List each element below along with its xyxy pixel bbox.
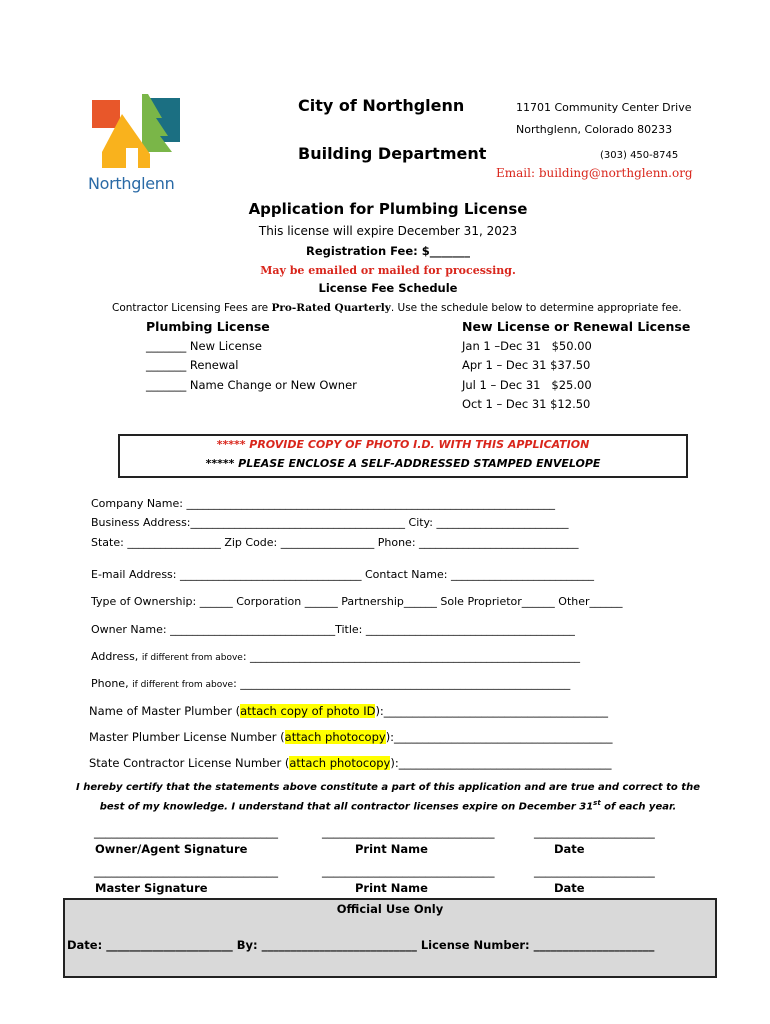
renewal-header: New License or Renewal License bbox=[462, 319, 691, 334]
owner-name-field[interactable]: Owner Name: ______________________________Title: ______________________________________ bbox=[91, 623, 575, 636]
plumbing-option-name-change[interactable]: _______ Name Change or New Owner bbox=[146, 378, 357, 392]
master-plumber-line: ):_______________________________________ bbox=[375, 704, 609, 718]
fee-row: Apr 1 – Dec 31 $37.50 bbox=[462, 358, 591, 372]
alt-phone-line: : ____________________________________________________________ bbox=[233, 677, 571, 690]
certification-text-end: of each year. bbox=[600, 801, 677, 813]
state-license-field[interactable] bbox=[89, 756, 611, 770]
application-title: Application for Plumbing License bbox=[248, 200, 528, 218]
master-print-label: Print Name bbox=[355, 881, 428, 895]
department-title: Building Department bbox=[298, 144, 487, 163]
state-license-line: ):_____________________________________ bbox=[390, 756, 612, 770]
owner-signature-line[interactable]: ________________________________ bbox=[94, 825, 278, 839]
registration-fee: Registration Fee: $_______ bbox=[306, 244, 470, 258]
northglenn-logo bbox=[88, 92, 184, 196]
business-address-field[interactable]: Business Address:_______________________________________ City: ________________________ bbox=[91, 516, 569, 529]
master-license-highlight: attach photocopy bbox=[284, 730, 386, 744]
certification-line-1: I hereby certify that the statements above constitute a part of this application and are true and correct to the bbox=[76, 782, 700, 793]
master-signature-line[interactable]: ________________________________ bbox=[94, 864, 278, 878]
fee-row: Jan 1 –Dec 31 $50.00 bbox=[462, 339, 592, 353]
state-zip-phone-field[interactable]: State: _________________ Zip Code: _________________ Phone: _____________________________ bbox=[91, 536, 579, 549]
certification-line-2 bbox=[0, 799, 770, 812]
owner-print-line[interactable]: ______________________________ bbox=[322, 825, 495, 839]
phone-number: (303) 450-8745 bbox=[600, 150, 679, 161]
email-mail-note: May be emailed or mailed for processing. bbox=[260, 264, 516, 277]
address-line-2: Northglenn, Colorado 80233 bbox=[516, 123, 673, 136]
master-license-line: ):______________________________________ bbox=[385, 730, 613, 744]
notice-envelope: ***** PLEASE ENCLOSE A SELF-ADDRESSED STAMPED ENVELOPE bbox=[205, 457, 601, 470]
alt-address-field[interactable] bbox=[91, 650, 580, 663]
fees-note bbox=[112, 302, 682, 314]
alt-phone-qualifier: if different from above bbox=[132, 680, 234, 690]
master-plumber-highlight: attach copy of photo ID bbox=[240, 704, 376, 718]
master-date-line[interactable]: _____________________ bbox=[534, 864, 655, 878]
alt-phone-field[interactable] bbox=[91, 677, 570, 690]
company-name-field[interactable]: Company Name: ___________________________________________________________________ bbox=[91, 497, 555, 510]
certification-text: best of my knowledge. I understand that all contractor licenses expire on December 31 bbox=[99, 801, 594, 813]
owner-date-line[interactable]: _____________________ bbox=[534, 825, 655, 839]
master-license-field[interactable] bbox=[89, 730, 613, 744]
official-use-row[interactable]: Date: ______________________ By: ___________________________ License Number: _____________________ bbox=[67, 938, 655, 952]
owner-signature-label: Owner/Agent Signature bbox=[95, 842, 248, 856]
alt-address-qualifier: if different from above bbox=[141, 653, 243, 663]
logo-text: Northglenn bbox=[88, 174, 175, 193]
state-license-highlight: attach photocopy bbox=[289, 756, 391, 770]
fee-row: Jul 1 – Dec 31 $25.00 bbox=[462, 378, 592, 392]
email-contact-field[interactable]: E-mail Address: _________________________________ Contact Name: __________________________ bbox=[91, 568, 594, 581]
notice-photo-id: ***** PROVIDE COPY OF PHOTO I.D. WITH THIS APPLICATION bbox=[216, 438, 590, 451]
plumbing-option-renewal[interactable]: _______ Renewal bbox=[146, 358, 239, 372]
fee-schedule-title: License Fee Schedule bbox=[318, 281, 458, 295]
city-title: City of Northglenn bbox=[298, 96, 465, 115]
fees-note-prorated: Pro-Rated Quarterly bbox=[271, 302, 391, 314]
owner-print-label: Print Name bbox=[355, 842, 428, 856]
alt-address-line: : ____________________________________________________________ bbox=[242, 650, 581, 663]
plumbing-license-header: Plumbing License bbox=[146, 319, 270, 334]
email-address[interactable]: Email: building@northglenn.org bbox=[496, 166, 693, 180]
official-use-title: Official Use Only bbox=[336, 902, 444, 916]
certification-sup: st bbox=[593, 799, 601, 807]
master-plumber-label: Name of Master Plumber ( bbox=[89, 704, 241, 718]
fees-note-a: Contractor Licensing Fees are bbox=[112, 302, 272, 314]
state-license-label: State Contractor License Number ( bbox=[89, 756, 290, 770]
plumbing-option-new[interactable]: _______ New License bbox=[146, 339, 262, 353]
alt-address-label: Address, bbox=[91, 650, 142, 663]
master-print-line[interactable]: ______________________________ bbox=[322, 864, 495, 878]
logo-mark-icon bbox=[88, 92, 184, 172]
address-line-1: 11701 Community Center Drive bbox=[516, 101, 692, 114]
master-signature-label: Master Signature bbox=[95, 881, 208, 895]
fee-row: Oct 1 – Dec 31 $12.50 bbox=[462, 397, 591, 411]
expiry-note: This license will expire December 31, 2023 bbox=[258, 224, 518, 238]
master-date-label: Date bbox=[554, 881, 585, 895]
master-plumber-field[interactable] bbox=[89, 704, 608, 718]
owner-date-label: Date bbox=[554, 842, 585, 856]
master-license-label: Master Plumber License Number ( bbox=[89, 730, 285, 744]
fees-note-c: . Use the schedule below to determine appropriate fee. bbox=[390, 302, 682, 314]
ownership-type-field[interactable]: Type of Ownership: ______ Corporation ______ Partnership______ Sole Proprietor______ Other______ bbox=[91, 595, 623, 608]
alt-phone-label: Phone, bbox=[91, 677, 133, 690]
